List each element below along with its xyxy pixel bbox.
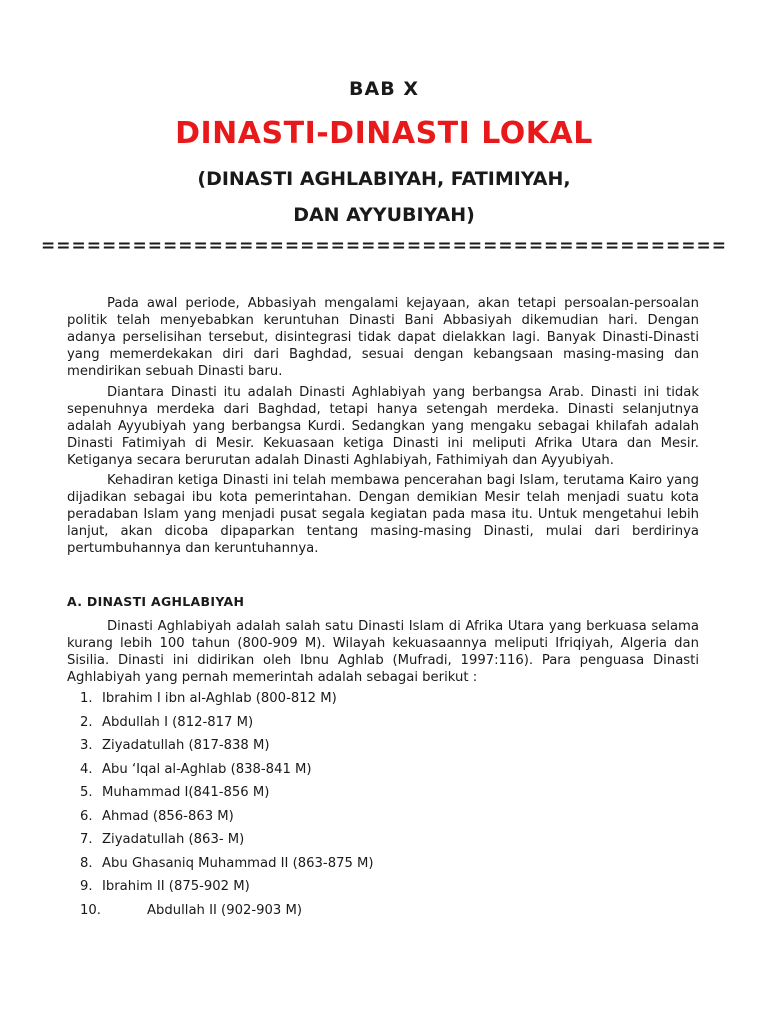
list-number: 3. xyxy=(80,738,93,753)
list-number: 7. xyxy=(80,832,93,847)
list-text: Ahmad (856-863 M) xyxy=(102,808,234,824)
chapter-subtitle-line1: (DINASTI AGHLABIYAH, FATIMIYAH, xyxy=(197,168,571,190)
list-number: 9. xyxy=(80,879,93,894)
list-text: Abdullah II (902-903 M) xyxy=(147,902,303,918)
list-item xyxy=(80,690,374,714)
chapter-label: BAB X xyxy=(349,78,419,100)
chapter-title: DINASTI-DINASTI LOKAL xyxy=(175,116,593,151)
rulers-list xyxy=(80,690,374,925)
list-item xyxy=(80,714,374,738)
list-number: 1. xyxy=(80,691,93,706)
list-item xyxy=(80,902,374,926)
intro-paragraph-2: Diantara Dinasti itu adalah Dinasti Aghlabiyah yang berbangsa Arab. Dinasti ini tidak sepenuhnya merdeka dari Baghdad, tetapi hanya setengah merdeka. Dinasti selanjutnya adalah Ayyubiyah yang berbangsa Kurdi. Sedangkan yang mengaku sebagai khilafah adalah Dinasti Fatimiyah di Mesir. Kekuasaan ketiga Dinasti ini meliputi Afrika Utara dan Mesir. Ketiganya secara berurutan adalah Dinasti Aghlabiyah, Fathimiyah dan Ayyubiyah. xyxy=(67,385,699,468)
list-text: Ziyadatullah (817-838 M) xyxy=(102,738,270,753)
list-text: Muhammad I(841-856 M) xyxy=(102,785,270,800)
section-heading-aghlabiyah: A. DINASTI AGHLABIYAH xyxy=(67,594,245,609)
list-item xyxy=(80,761,374,785)
list-item xyxy=(80,737,374,761)
list-item xyxy=(80,784,374,808)
intro-paragraph-3: Kehadiran ketiga Dinasti ini telah membawa pencerahan bagi Islam, terutama Kairo yang dijadikan sebagai ibu kota pemerintahan. Dengan demikian Mesir telah menjadi suatu kota peradaban Islam yang menjadi pusat segala kegiatan pada masa itu. Untuk mengetahui lebih lanjut, akan dicoba dipaparkan tentang masing-masing Dinasti, mulai dari berdirinya pertumbuhannya dan keruntuhannya. xyxy=(67,473,699,556)
list-number: 10. xyxy=(80,902,101,918)
list-number: 2. xyxy=(80,714,93,730)
list-item xyxy=(80,878,374,902)
list-number: 4. xyxy=(80,761,93,777)
list-text: Ibrahim II (875-902 M) xyxy=(102,879,250,894)
list-number: 8. xyxy=(80,855,93,871)
list-text: Abu ‘Iqal al-Aghlab (838-841 M) xyxy=(102,761,312,777)
list-item xyxy=(80,831,374,855)
title-divider: ============================================= xyxy=(41,236,727,256)
chapter-subtitle-line2: DAN AYYUBIYAH) xyxy=(293,204,475,226)
section-paragraph-aghlabiyah: Dinasti Aghlabiyah adalah salah satu Dinasti Islam di Afrika Utara yang berkuasa selama kurang lebih 100 tahun (800-909 M). Wilayah kekuasaannya meliputi Ifriqiyah, Algeria dan Sisilia. Dinasti ini didirikan oleh Ibnu Aghlab (Mufradi, 1997:116). Para penguasa Dinasti Aghlabiyah yang pernah memerintah adalah sebagai berikut : xyxy=(67,619,699,685)
list-text: Abu Ghasaniq Muhammad II (863-875 M) xyxy=(102,855,374,871)
list-number: 5. xyxy=(80,785,93,800)
list-text: Ibrahim I ibn al-Aghlab (800-812 M) xyxy=(102,691,337,706)
list-text: Abdullah I (812-817 M) xyxy=(102,714,254,730)
list-item xyxy=(80,855,374,879)
list-number: 6. xyxy=(80,808,93,824)
intro-paragraph-1: Pada awal periode, Abbasiyah mengalami kejayaan, akan tetapi persoalan-persoalan politik telah menyebabkan keruntuhan Dinasti Bani Abbasiyah dikemudian hari. Dengan adanya perselisihan tersebut, disintegrasi tidak dapat dielakkan lagi. Banyak Dinasti-Dinasti yang memerdekakan diri dari Baghdad, sesuai dengan kebangsaan masing-masing dan mendirikan sebuah Dinasti baru. xyxy=(67,296,699,379)
list-text: Ziyadatullah (863- M) xyxy=(102,832,245,847)
list-item xyxy=(80,808,374,832)
